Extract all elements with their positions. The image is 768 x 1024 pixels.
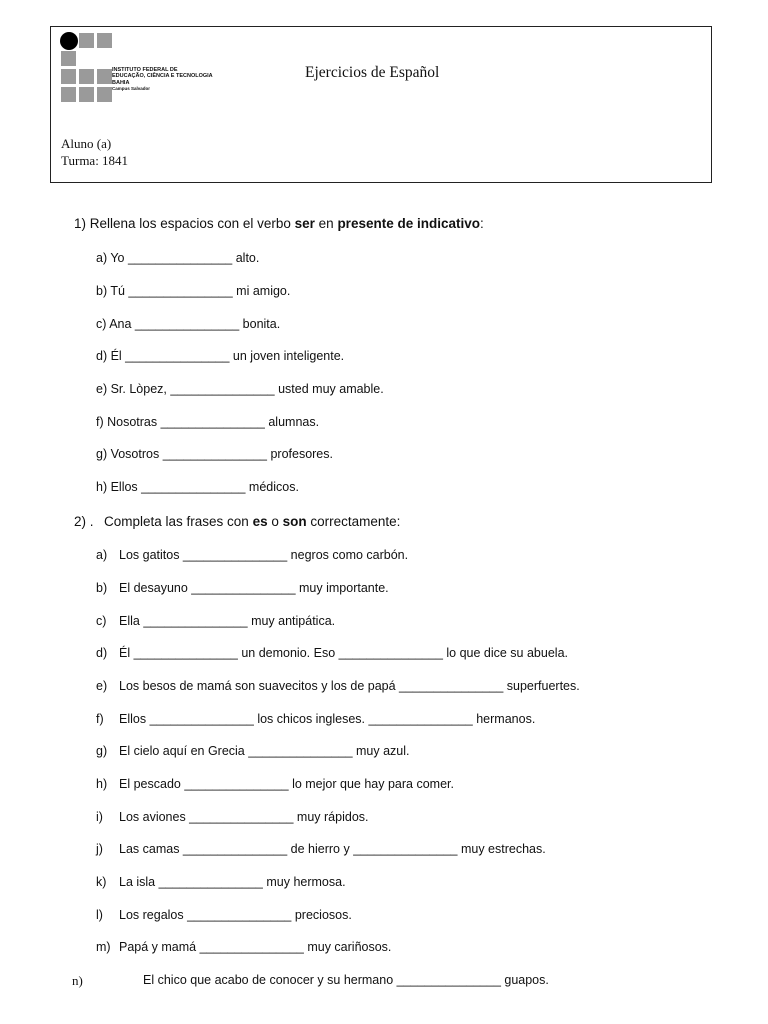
question-2-heading: 2) . Completa las frases con es o son correctamente:	[74, 514, 401, 529]
q1-item-f: f) Nosotras _______________ alumnas.	[96, 415, 320, 429]
logo-grid-icon	[60, 32, 114, 102]
question-2-number: 2) .	[74, 514, 94, 529]
student-info	[61, 135, 128, 169]
class-label: Turma: 1841	[61, 153, 129, 168]
q1-item-c: c) Ana _______________ bonita.	[96, 317, 281, 331]
document-title: Ejercicios de Español	[305, 64, 440, 81]
q1-item-h: h) Ellos _______________ médicos.	[96, 480, 299, 494]
institution-name: INSTITUTO FEDERAL DE EDUCAÇÃO, CIÊNCIA E TECNOLOGIA BAHIA Campus Salvador	[112, 67, 213, 91]
question-1-heading: 1) Rellena los espacios con el verbo ser en presente de indicativo:	[74, 216, 484, 231]
institution-logo	[60, 32, 240, 102]
q1-item-d: d) Él _______________ un joven inteligente.	[96, 349, 345, 363]
student-label: Aluno (a)	[61, 136, 112, 151]
q1-item-g: g) Vosotros _______________ profesores.	[96, 447, 333, 461]
document-header	[50, 26, 712, 183]
q1-item-b: b) Tú _______________ mi amigo.	[96, 284, 291, 298]
q1-item-e: e) Sr. Lòpez, _______________ usted muy amable.	[96, 382, 384, 396]
q1-item-a: a) Yo _______________ alto.	[96, 251, 260, 265]
